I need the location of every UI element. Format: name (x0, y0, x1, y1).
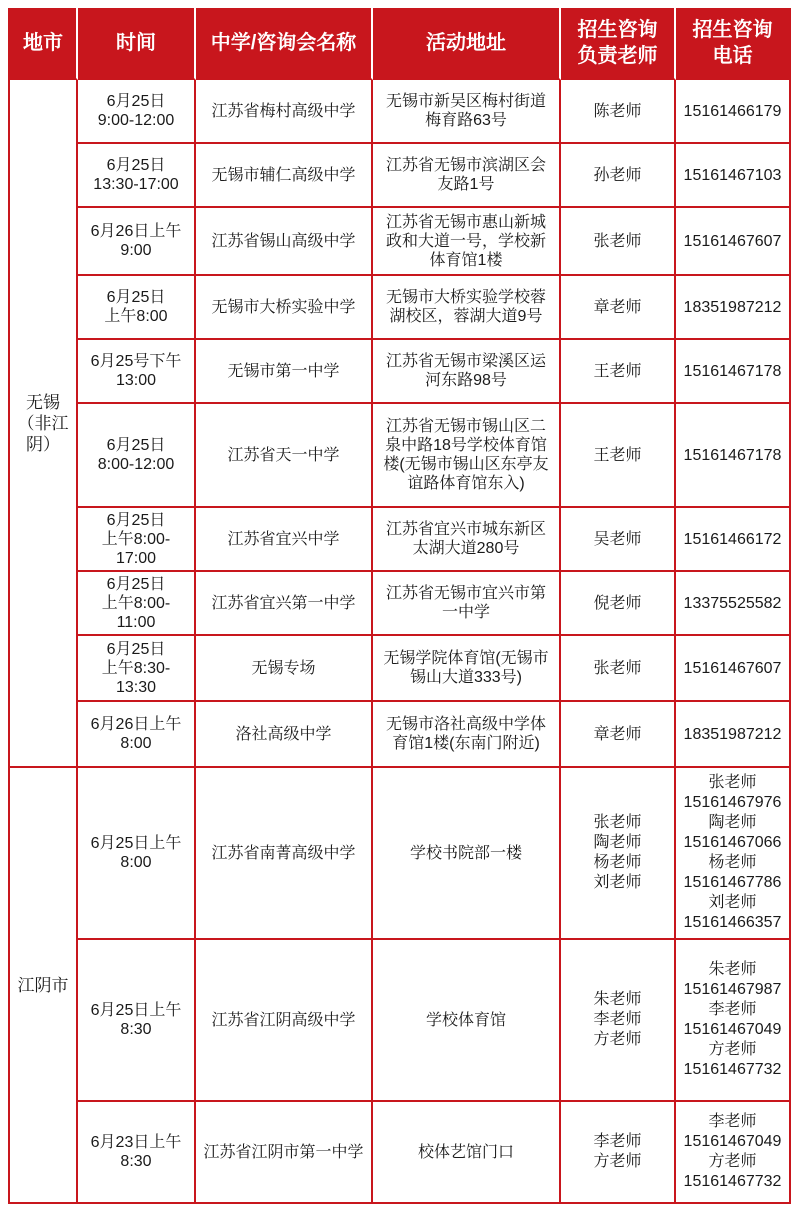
teacher-cell: 章老师 (561, 702, 676, 768)
school-name-cell: 无锡市第一中学 (196, 340, 373, 404)
address-cell: 无锡市洛社高级中学体 育馆1楼(东南门附近) (373, 702, 561, 768)
school-name-cell: 江苏省宜兴中学 (196, 508, 373, 572)
contact-phone: 15161467066 (683, 834, 782, 851)
time-cell: 6月25日 8:00-12:00 (78, 404, 196, 508)
contact-phone: 15161467732 (683, 1061, 782, 1078)
contact-name: 陶老师 (708, 814, 757, 831)
school-name-cell: 江苏省天一中学 (196, 404, 373, 508)
teacher-cell: 章老师 (561, 276, 676, 340)
school-name-cell: 江苏省江阴高级中学 (196, 940, 373, 1102)
contact-phone: 15161467049 (683, 1133, 782, 1150)
phone-cell: 15161467103 (676, 144, 791, 208)
contact-name: 方老师 (708, 1153, 757, 1170)
teacher-cell: 倪老师 (561, 572, 676, 636)
phone-cell: 15161467178 (676, 404, 791, 508)
teacher-cell (561, 1102, 676, 1204)
address-cell: 学校体育馆 (373, 940, 561, 1102)
address-cell: 江苏省无锡市宜兴市第 一中学 (373, 572, 561, 636)
contact-name: 朱老师 (708, 961, 757, 978)
phone-cell: 15161467178 (676, 340, 791, 404)
school-name-cell: 无锡市辅仁高级中学 (196, 144, 373, 208)
teacher-name: 方老师 (593, 1153, 642, 1170)
phone-cell: 15161466179 (676, 80, 791, 144)
region-cell: 江阴市 (8, 768, 78, 1204)
address-cell: 江苏省无锡市滨湖区会 友路1号 (373, 144, 561, 208)
contact-phone: 15161467976 (683, 794, 782, 811)
school-name-cell: 江苏省锡山高级中学 (196, 208, 373, 276)
teacher-name: 方老师 (593, 1031, 642, 1048)
teacher-name: 刘老师 (593, 874, 642, 891)
teacher-name: 朱老师 (593, 991, 642, 1008)
teacher-cell: 张老师 (561, 636, 676, 702)
time-cell: 6月25日 上午8:00- 11:00 (78, 572, 196, 636)
contact-name: 方老师 (708, 1041, 757, 1058)
teacher-name: 陶老师 (593, 834, 642, 851)
phone-cell (676, 1102, 791, 1204)
school-name-cell: 江苏省宜兴第一中学 (196, 572, 373, 636)
table-row (8, 80, 791, 144)
address-cell: 学校书院部一楼 (373, 768, 561, 940)
table-row (8, 340, 791, 404)
teacher-cell: 王老师 (561, 340, 676, 404)
time-cell: 6月26日上午 9:00 (78, 208, 196, 276)
teacher-cell: 孙老师 (561, 144, 676, 208)
address-cell: 江苏省无锡市惠山新城 政和大道一号，学校新 体育馆1楼 (373, 208, 561, 276)
teacher-cell (561, 940, 676, 1102)
school-name-cell: 无锡市大桥实验中学 (196, 276, 373, 340)
school-name-cell: 江苏省梅村高级中学 (196, 80, 373, 144)
teacher-cell: 张老师 (561, 208, 676, 276)
header-school-name: 中学/咨询会名称 (196, 8, 373, 80)
address-cell: 校体艺馆门口 (373, 1102, 561, 1204)
phone-cell (676, 940, 791, 1102)
teacher-cell: 王老师 (561, 404, 676, 508)
table-row (8, 636, 791, 702)
contact-name: 刘老师 (708, 894, 757, 911)
teacher-cell: 陈老师 (561, 80, 676, 144)
school-name-cell: 江苏省江阴市第一中学 (196, 1102, 373, 1204)
time-cell: 6月25日 上午8:00 (78, 276, 196, 340)
table-row (8, 404, 791, 508)
teacher-cell (561, 768, 676, 940)
address-cell: 无锡市大桥实验学校蓉 湖校区，蓉湖大道9号 (373, 276, 561, 340)
table-row (8, 572, 791, 636)
phone-cell: 15161466172 (676, 508, 791, 572)
table-row (8, 508, 791, 572)
header-time: 时间 (78, 8, 196, 80)
table-row (8, 1102, 791, 1204)
teacher-name: 李老师 (593, 1133, 642, 1150)
address-cell: 无锡学院体育馆(无锡市 锡山大道333号) (373, 636, 561, 702)
schedule-table (8, 8, 791, 1204)
phone-cell: 15161467607 (676, 636, 791, 702)
contact-phone: 15161467049 (683, 1021, 782, 1038)
phone-cell: 13375525582 (676, 572, 791, 636)
header-phone: 招生咨询 电话 (676, 8, 791, 80)
time-cell: 6月25日 上午8:30- 13:30 (78, 636, 196, 702)
teacher-name: 李老师 (593, 1011, 642, 1028)
time-cell: 6月25日上午 8:30 (78, 940, 196, 1102)
header-teacher: 招生咨询 负责老师 (561, 8, 676, 80)
table-header-row (8, 8, 791, 80)
region-cell: 无锡 （非江 阴） (8, 80, 78, 768)
header-address: 活动地址 (373, 8, 561, 80)
time-cell: 6月25日 9:00-12:00 (78, 80, 196, 144)
table-row (8, 768, 791, 940)
contact-name: 张老师 (708, 774, 757, 791)
table-row (8, 940, 791, 1102)
table-row (8, 702, 791, 768)
phone-cell: 18351987212 (676, 702, 791, 768)
table-row (8, 276, 791, 340)
school-name-cell: 无锡专场 (196, 636, 373, 702)
school-name-cell: 洛社高级中学 (196, 702, 373, 768)
table-row (8, 208, 791, 276)
teacher-name: 张老师 (593, 814, 642, 831)
header-region: 地市 (8, 8, 78, 80)
time-cell: 6月25日上午 8:00 (78, 768, 196, 940)
contact-name: 李老师 (708, 1113, 757, 1130)
address-cell: 江苏省无锡市梁溪区运 河东路98号 (373, 340, 561, 404)
time-cell: 6月25日 上午8:00- 17:00 (78, 508, 196, 572)
phone-cell: 15161467607 (676, 208, 791, 276)
address-cell: 江苏省无锡市锡山区二 泉中路18号学校体育馆 楼(无锡市锡山区东亭友 谊路体育馆东入) (373, 404, 561, 508)
phone-cell (676, 768, 791, 940)
teacher-name: 杨老师 (593, 854, 642, 871)
contact-phone: 15161467987 (683, 981, 782, 998)
time-cell: 6月25日 13:30-17:00 (78, 144, 196, 208)
time-cell: 6月26日上午 8:00 (78, 702, 196, 768)
phone-cell: 18351987212 (676, 276, 791, 340)
contact-name: 李老师 (708, 1001, 757, 1018)
teacher-cell: 吴老师 (561, 508, 676, 572)
contact-phone: 15161467786 (683, 874, 782, 891)
time-cell: 6月25号下午 13:00 (78, 340, 196, 404)
address-cell: 无锡市新吴区梅村街道 梅育路63号 (373, 80, 561, 144)
contact-name: 杨老师 (708, 854, 757, 871)
contact-phone: 15161467732 (683, 1173, 782, 1190)
contact-phone: 15161466357 (683, 914, 782, 931)
time-cell: 6月23日上午 8:30 (78, 1102, 196, 1204)
school-name-cell: 江苏省南菁高级中学 (196, 768, 373, 940)
table-row (8, 144, 791, 208)
address-cell: 江苏省宜兴市城东新区 太湖大道280号 (373, 508, 561, 572)
